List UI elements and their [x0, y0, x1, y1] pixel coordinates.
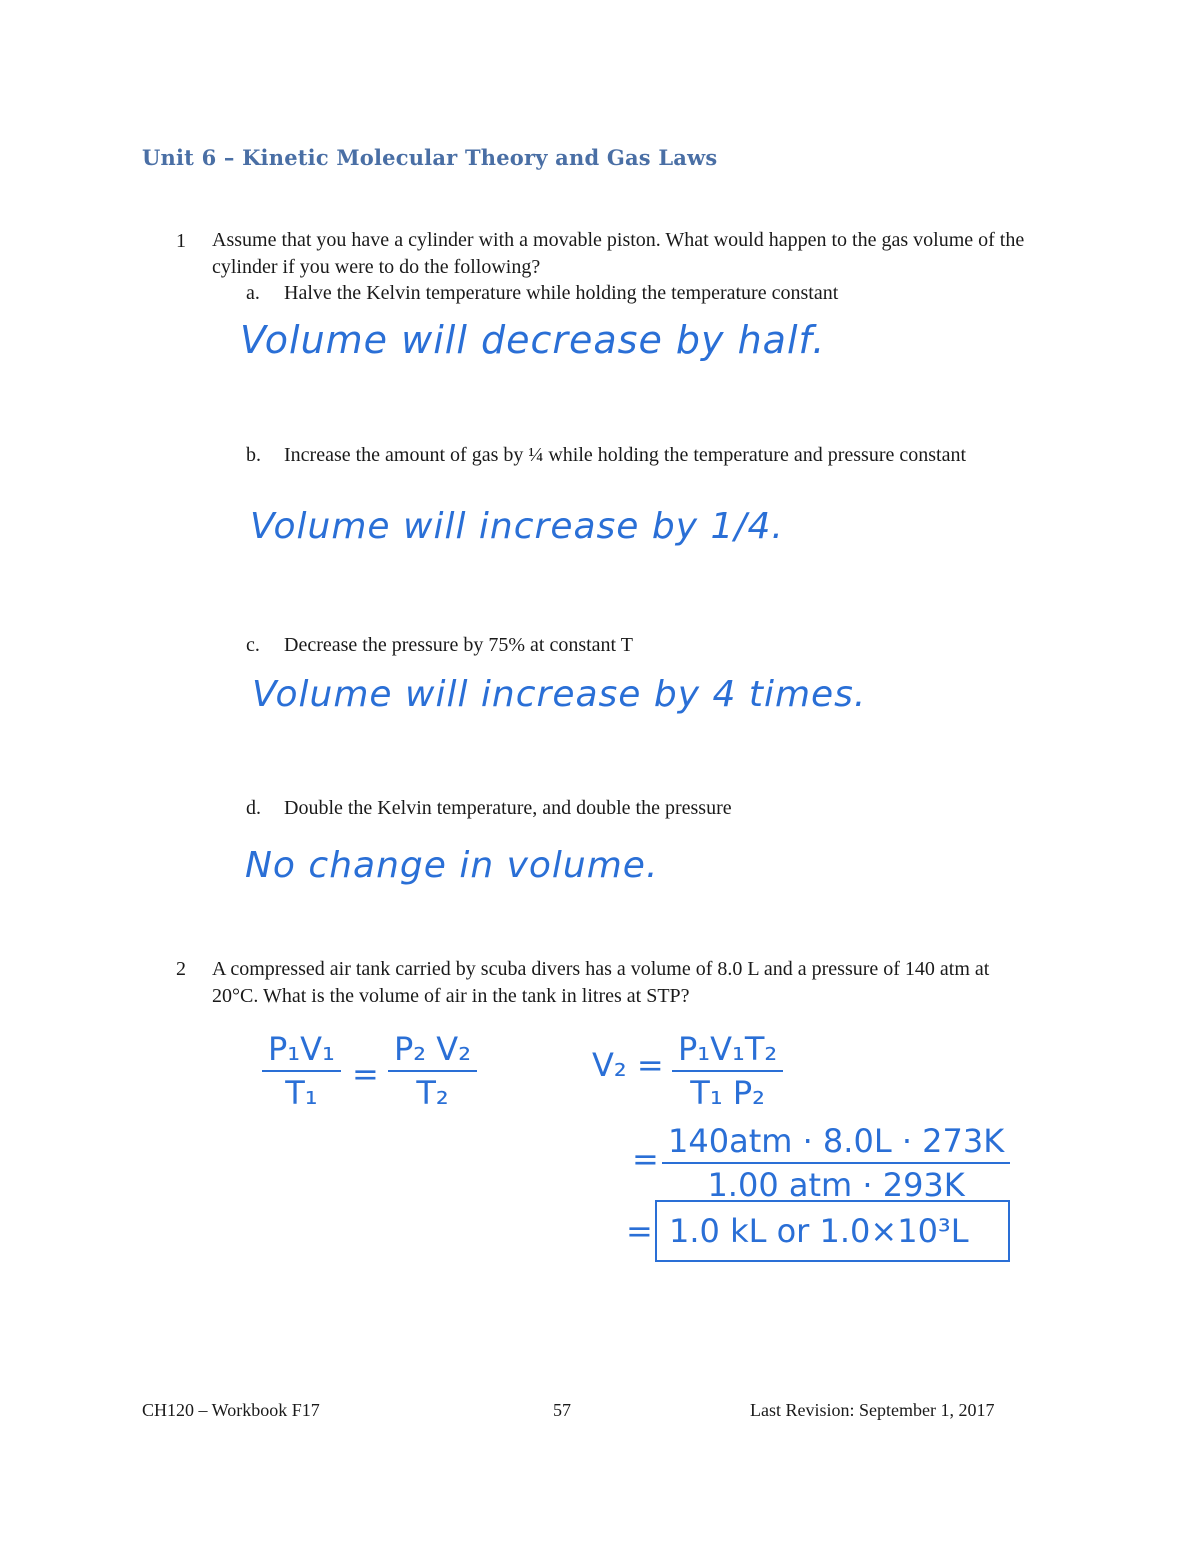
v2-formula [672, 1030, 783, 1112]
question-1-text: Assume that you have a cylinder with a movable piston. What would happen to the gas volume of the cylinder if you were to do the following? [212, 229, 1025, 278]
calc-fraction [662, 1122, 1010, 1204]
question-1d-text: Double the Kelvin temperature, and double the pressure [284, 797, 732, 819]
v2-numerator: P₁V₁T₂ [672, 1030, 783, 1072]
answer-1a: Volume will decrease by half. [240, 318, 826, 362]
question-1b-text: Increase the amount of gas by ¼ while holding the temperature and pressure constant [284, 444, 967, 466]
answer-1c: Volume will increase by 4 times. [252, 674, 867, 715]
question-1d [246, 795, 1009, 822]
question-1c-text: Decrease the pressure by 75% at constant T [284, 634, 633, 656]
answer-1b: Volume will increase by 1/4. [250, 506, 784, 547]
footer-revision: Last Revision: September 1, 2017 [750, 1400, 995, 1420]
question-1b [246, 442, 1009, 469]
final-answer-box [655, 1200, 1010, 1262]
question-1-number: 1 [176, 230, 186, 252]
calc-denominator: 1.00 atm · 293K [707, 1166, 965, 1204]
question-1a-text: Halve the Kelvin temperature while holding the temperature constant [284, 282, 839, 304]
answer-1d: No change in volume. [245, 845, 659, 886]
footer-page-number: 57 [553, 1400, 571, 1420]
v2-label: V₂ = [592, 1046, 664, 1084]
final-answer: 1.0 kL or 1.0×10³L [669, 1212, 969, 1250]
eq-right-denominator: T₂ [416, 1074, 449, 1112]
eq-equals-sign: = [352, 1055, 379, 1093]
question-1b-letter: b. [246, 444, 261, 466]
combined-gas-law-right [388, 1030, 477, 1112]
eq-right-numerator: P₂ V₂ [388, 1030, 477, 1072]
v2-denominator: T₁ P₂ [690, 1074, 765, 1112]
page-title: Unit 6 – Kinetic Molecular Theory and Gas Laws [142, 145, 718, 170]
question-2-text: A compressed air tank carried by scuba divers has a volume of 8.0 L and a pressure of 140 atm at 20°C. What is the volume of air in the tank in litres at STP? [212, 958, 990, 1007]
question-2-number: 2 [176, 958, 186, 980]
calc-numerator: 140atm · 8.0L · 273K [662, 1122, 1010, 1164]
question-1d-letter: d. [246, 797, 261, 819]
question-1a [246, 280, 1009, 307]
question-1a-letter: a. [246, 282, 260, 304]
eq-left-numerator: P₁V₁ [262, 1030, 341, 1072]
combined-gas-law-left [262, 1030, 341, 1112]
result-equals-sign: = [626, 1212, 653, 1250]
question-1c [246, 632, 1009, 659]
question-1c-letter: c. [246, 634, 260, 656]
footer-course: CH120 – Workbook F17 [142, 1400, 320, 1420]
eq-left-denominator: T₁ [285, 1074, 318, 1112]
calc-equals-sign: = [632, 1140, 659, 1178]
